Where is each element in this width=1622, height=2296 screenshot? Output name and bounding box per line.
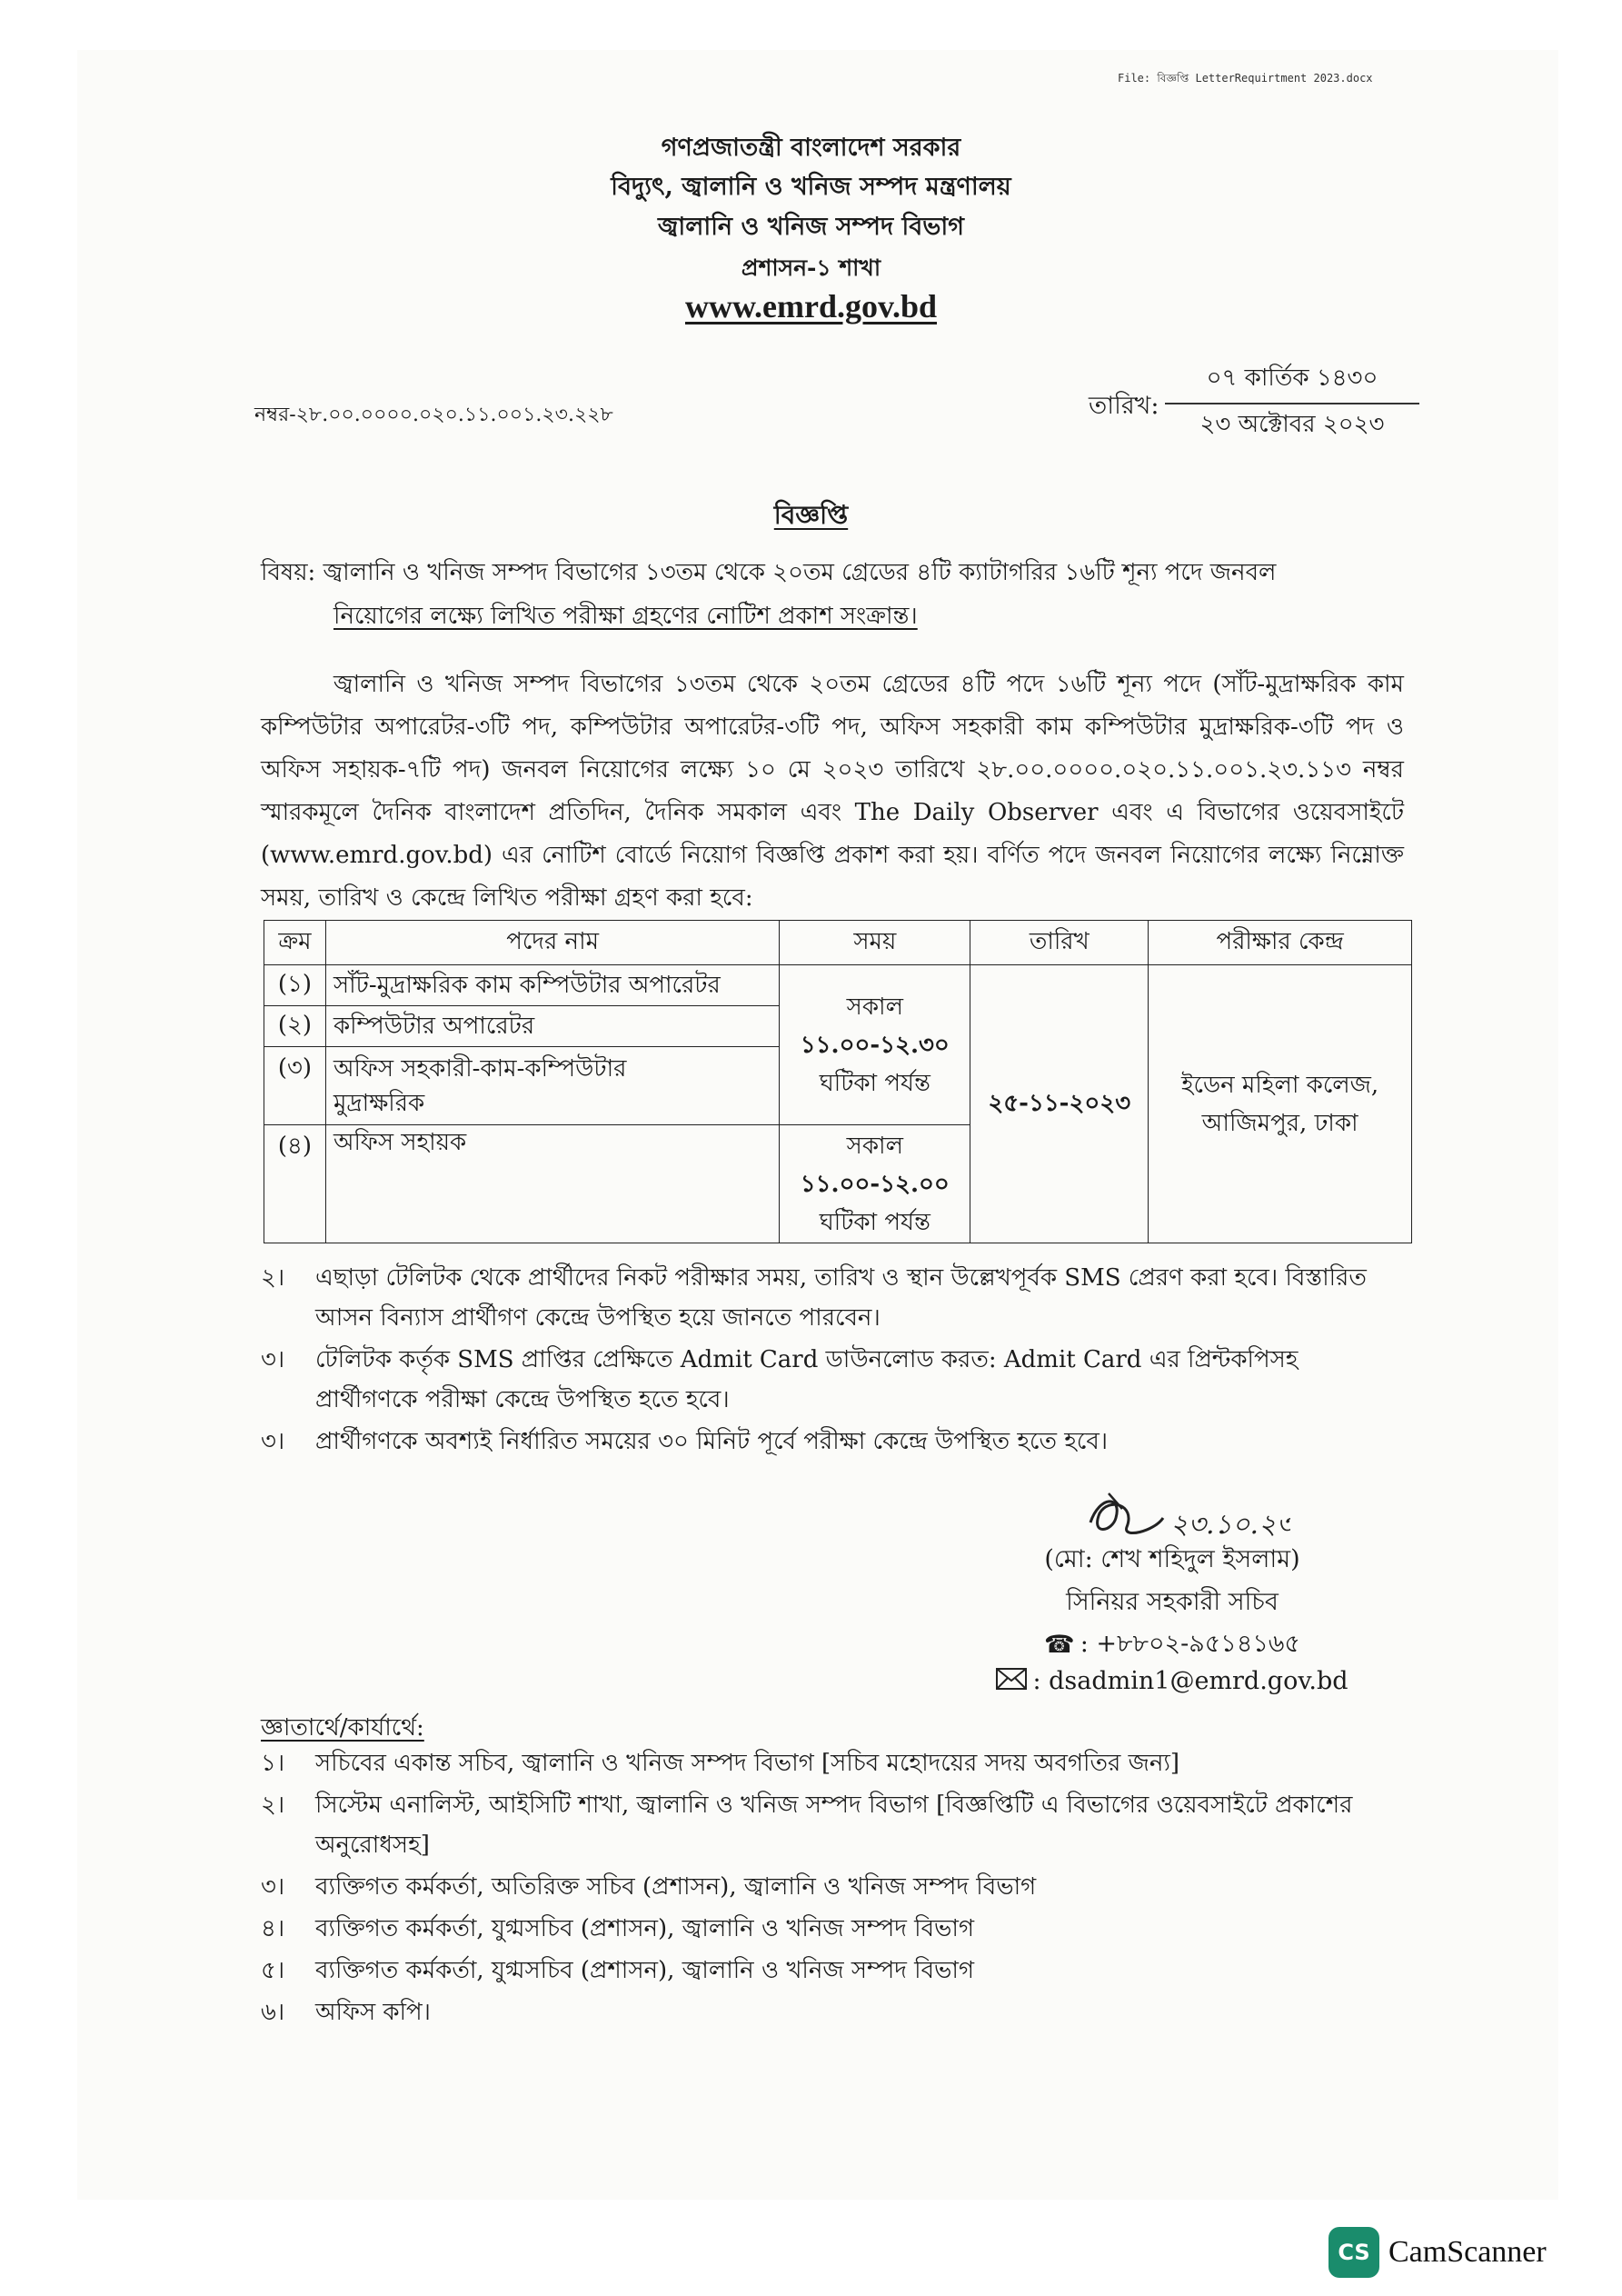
header-division: জ্বালানি ও খনিজ সম্পদ বিভাগ: [658, 213, 964, 241]
memo-number: নম্বর-২৮.০০.০০০০.০২০.১১.০০১.২৩.২২৮: [254, 404, 613, 426]
email-address: : dsadmin1@emrd.gov.bd: [1032, 1667, 1348, 1695]
header-center: পরীক্ষার কেন্দ্র: [1149, 921, 1412, 965]
notice-title-text: বিজ্ঞপ্তি: [773, 500, 849, 530]
telephone-icon: ☎: [1044, 1631, 1075, 1659]
table-header-row: [264, 921, 1412, 965]
list-item-number: ৫।: [261, 1957, 285, 1984]
list-item-number: ২।: [261, 1264, 285, 1292]
signatory-name: (মো: শেখ শহিদুল ইসলাম): [1044, 1545, 1300, 1573]
date-label: তারিখ:: [1089, 392, 1159, 420]
date-english: ২৩ অক্টোবর ২০২৩: [1199, 411, 1385, 438]
notice-title: [0, 495, 1622, 538]
body-paragraph: জ্বালানি ও খনিজ সম্পদ বিভাগের ১৩তম থেকে ২০তম গ্রেডের ৪টি পদে ১৬টি শূন্য পদে (সাঁট-মুদ্রাক্ষরিক কাম কম্পিউটার অপারেটর-৩টি পদ, কম্পিউটার অপারেটর-৩টি পদ, অফিস সহকারী কাম কম্পিউটার মুদ্রাক্ষরিক-৩টি পদ ও অফিস সহায়ক-৭টি পদ) জনবল নিয়োগের লক্ষ্যে ১০ মে ২০২৩ তারিখে ২৮.০০.০০০০.০২০.১১.০০১.২৩.১১৩ নম্বর স্মারকমূলে দৈনিক বাংলাদেশ প্রতিদিন, দৈনিক সমকাল এবং The Daily Observer এবং এ বিভাগের ওয়েবসাইটে (www.emrd.gov.bd) এর নোটিশ বোর্ডে নিয়োগ বিজ্ঞপ্তি প্রকাশ করা হয়। বর্ণিত পদে জনবল নিয়োগের লক্ষ্যে নিম্নোক্ত সময়, তারিখ ও কেন্দ্রে লিখিত পরীক্ষা গ্রহণ করা হবে:: [261, 671, 1404, 912]
distribution-list: [261, 1743, 1406, 2034]
list-item-number: ১।: [261, 1750, 285, 1777]
list-item-text: সিস্টেম এনালিস্ট, আইসিটি শাখা, জ্বালানি ও খনিজ সম্পদ বিভাগ [বিজ্ঞপ্তিটি এ বিভাগের ওয়েবসাইটে প্রকাশের অনুরোধসহ]: [315, 1792, 1353, 1859]
list-item: [261, 1909, 1406, 1949]
header-branch: প্রশাসন-১ শাখা: [741, 255, 881, 281]
list-item-text: টেলিটক কর্তৃক SMS প্রাপ্তির প্রেক্ষিতে Admit Card ডাউনলোড করত: Admit Card এর প্রিন্টকপিসহ প্রার্থীগণকে পরীক্ষা কেন্দ্রে উপস্থিত হতে হবে।: [315, 1346, 1299, 1413]
camscanner-text: CamScanner: [1388, 2235, 1547, 2269]
time2-range: ১১.০০-১২.০০: [800, 1170, 950, 1198]
signatory-email: [954, 1667, 1390, 1696]
distribution-heading: জ্ঞাতার্থে/কার্যার্থে:: [261, 1714, 424, 1742]
list-item: [261, 1340, 1406, 1420]
list-item-number: ৩।: [261, 1346, 285, 1373]
row-serial: (১): [264, 965, 326, 1006]
list-item-text: এছাড়া টেলিটক থেকে প্রার্থীদের নিকট পরীক্ষার সময়, তারিখ ও স্থান উল্লেখপূর্বক SMS প্রেরণ করা হবে। বিস্তারিত আসন বিন্যাস প্রার্থীগণ কেন্দ্রে উপস্থিত হয়ে জানতে পারবেন।: [315, 1264, 1367, 1332]
camscanner-watermark: [1328, 2227, 1547, 2278]
list-item-text: ব্যক্তিগত কর্মকর্তা, যুগ্মসচিব (প্রশাসন), জ্বালানি ও খনিজ সম্পদ বিভাগ: [315, 1915, 975, 1942]
time2-suffix: ঘটিকা পর্যন্ত: [819, 1208, 930, 1236]
subject-underlined-text: নিয়োগের লক্ষ্যে লিখিত পরীক্ষা গ্রহণের নোটিশ প্রকাশ সংক্রান্ত।: [333, 603, 918, 630]
exam-schedule-table: [264, 920, 1412, 1243]
list-item: [261, 1743, 1406, 1783]
list-item-number: ৩।: [261, 1428, 285, 1455]
time-cell-1: [780, 965, 970, 1125]
header-time: সময়: [780, 921, 970, 965]
list-item-number: ৬।: [261, 1999, 285, 2026]
list-item: [261, 1992, 1406, 2032]
header-date: তারিখ: [970, 921, 1149, 965]
list-item-text: প্রার্থীগণকে অবশ্যই নির্ধারিত সময়ের ৩০ মিনিট পূর্বে পরীক্ষা কেন্দ্রে উপস্থিত হতে হবে।: [315, 1428, 1109, 1455]
table-row: [264, 965, 1412, 1006]
row-post: সাঁট-মুদ্রাক্ষরিক কাম কম্পিউটার অপারেটর: [325, 965, 779, 1006]
header-ministry: বিদ্যুৎ, জ্বালানি ও খনিজ সম্পদ মন্ত্রণালয়: [611, 173, 1011, 201]
list-item-text: ব্যক্তিগত কর্মকর্তা, অতিরিক্ত সচিব (প্রশাসন), জ্বালানি ও খনিজ সম্পদ বিভাগ: [315, 1873, 1037, 1901]
row-serial: (২): [264, 1006, 326, 1047]
list-item: [261, 1258, 1406, 1338]
list-item: [261, 1867, 1406, 1907]
list-item-text: সচিবের একান্ত সচিব, জ্বালানি ও খনিজ সম্পদ বিভাগ [সচিব মহোদয়ের সদয় অবগতির জন্য]: [315, 1750, 1180, 1777]
list-item: [261, 1951, 1406, 1991]
subject-underlined: [261, 603, 918, 630]
subject-line: [261, 551, 1404, 638]
subject-lead: বিষয়: জ্বালানি ও খনিজ সম্পদ বিভাগের ১৩তম থেকে ২০তম গ্রেডের ৪টি ক্যাটাগরির ১৬টি শূন্য পদে জনবল: [261, 559, 1277, 586]
row-post: কম্পিউটার অপারেটর: [325, 1006, 779, 1047]
time1-range: ১১.০০-১২.৩০: [800, 1031, 950, 1059]
row-post: অফিস সহায়ক: [325, 1125, 779, 1243]
email-icon: [996, 1668, 1027, 1696]
list-item-text: অফিস কপি।: [315, 1999, 431, 2026]
file-path-label: File: বিজ্ঞপ্তি LetterRequirtment 2023.docx: [1118, 72, 1373, 85]
date-bangla: ০৭ কার্তিক ১৪৩০: [1165, 359, 1419, 404]
time1-label: সকাল: [846, 993, 903, 1021]
list-item-number: ৪।: [261, 1915, 285, 1942]
list-item-text: ব্যক্তিগত কর্মকর্তা, যুগ্মসচিব (প্রশাসন), জ্বালানি ও খনিজ সম্পদ বিভাগ: [315, 1957, 975, 1984]
exam-date-cell: ২৫-১১-২০২৩: [970, 965, 1149, 1243]
signatory-phone: [954, 1625, 1390, 1666]
list-item: [261, 1785, 1406, 1865]
list-item: [261, 1422, 1406, 1462]
list-item-number: ৩।: [261, 1873, 285, 1901]
header-government: গণপ্রজাতন্ত্রী বাংলাদেশ সরকার: [661, 134, 961, 162]
row-serial: (৪): [264, 1125, 326, 1243]
header-serial: ক্রম: [264, 921, 326, 965]
time2-label: সকাল: [846, 1132, 903, 1160]
row-post: অফিস সহকারী-কাম-কম্পিউটার মুদ্রাক্ষরিক: [325, 1047, 779, 1125]
header-post-name: পদের নাম: [325, 921, 779, 965]
signatory-title: সিনিয়র সহকারী সচিব: [1066, 1588, 1279, 1616]
time-cell-2: [780, 1125, 970, 1243]
exam-center-cell: ইডেন মহিলা কলেজ, আজিমপুর, ঢাকা: [1149, 965, 1412, 1243]
phone-number: : +৮৮০২-৯৫১৪১৬৫: [1080, 1630, 1300, 1658]
instruction-list: [261, 1258, 1406, 1463]
row-serial: (৩): [264, 1047, 326, 1125]
time1-suffix: ঘটিকা পর্যন্ত: [819, 1069, 930, 1097]
camscanner-logo-icon: CS: [1328, 2227, 1379, 2278]
signature-date: ২৩.১০.২৩: [1170, 1509, 1290, 1541]
header-website: www.emrd.gov.bd: [684, 288, 938, 324]
list-item-number: ২।: [261, 1792, 285, 1819]
